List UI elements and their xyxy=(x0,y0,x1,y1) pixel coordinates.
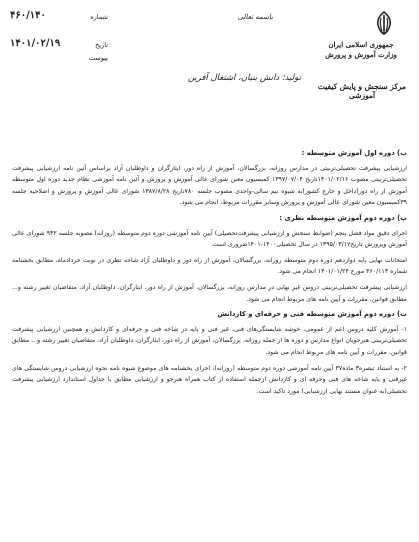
attachment-label: پیوست xyxy=(89,54,108,62)
section-heading: ب) دوره اول آموزش متوسطه : xyxy=(301,149,407,157)
number-label: شماره xyxy=(90,13,108,21)
organization-name xyxy=(315,40,407,60)
section-heading: پ) دوره دوم آموزش متوسطه نظری : xyxy=(279,213,407,222)
iran-emblem-icon xyxy=(371,10,397,36)
paragraph: امتحانات نهایی پایه دوازدهم دوره دوم متوسطه روزانه، بزرگسالان، آموزش از راه دور و داوطلبان آزاد شاخه نظری در نوبت خردادماه، مطابق بخشنامه شماره ۴۶۰/۱۱۳ مورخ ۱۴۰۱/۰۱/۲۴ انجام می شود. xyxy=(12,256,407,276)
section-t xyxy=(12,309,407,397)
letter-attachment xyxy=(8,54,112,66)
letter-body xyxy=(12,145,407,401)
paragraph: ۲- به استناد تبصره۳ ماده۳۷ آیین نامه آموزشی دوره دوم متوسطه (روزانه)، اجرای بخشنامه های موضوع شیوه نامه نحوه ارزشیابی دروس شایستگی های غیرفنی و پایه شاخه های فنی وحرفه ای و کاردانش ازجمله استفاده از کتاب همراه هنرجو و ارزشیابی مطابق با جداول استاندارد ارزشیابی پیشرفت تحصیلی(به عنوان مستند نهایی ارزشیابی) مورد تاکید است. xyxy=(12,364,407,395)
date-label: تاریخ xyxy=(95,41,108,49)
org-line-2: وزارت آموزش و پرورش xyxy=(325,50,397,59)
paragraph: ارزشیابی پیشرفت تحصیلی‌تربیتی دروس غیر نهایی در مدارس روزانه، بزرگسالان، آموزش از راه دور، ایثارگران، داوطلبان آزاد، متقاضیان تغییر رشته و... مطابق قوانین، مقررات و آیین نامه های مربوط انجام می شود. xyxy=(12,283,407,303)
letter-date xyxy=(8,38,112,52)
paragraph: اجرای دقیق مواد فصل پنجم (ضوابط سنجش و ارزشیابی پیشرفت‌تحصیلی) آیین نامه آموزشی دوره دوم متوسطه (روزانه) مصوبه جلسه ۹۳۲ شورای عالی آموزش وپرورش تاریخ۱۳۹۵/۰۳/۱۷ در سال تحصیلی۱۴۰۰-۱۴۰۱ضروری است. xyxy=(12,229,407,249)
paragraph: ۱- آموزش کلیه دروس اعم از عمومی، خوشه شایستگی‌های فنی، غیر فنی و پایه در شاخه فنی و حرفه‌ای و کاردانش و همچنین ارزشیابی پیشرفت تحصیلی‌تربیتی هنرجویان انواع مدارس و دوره ها از جمله روزانه، بزرگسالان، آموزش از راه دور، ایثارگران، داوطلبان آزاد، متقاضیان تغییر رشته و... مطابق قوانین، مقررات و آیین نامه های مربوط انجام می شود. xyxy=(12,325,407,356)
number-value: ۴۶۰/۱۴۰ xyxy=(10,10,46,21)
section-b xyxy=(12,148,407,209)
letter-number xyxy=(8,10,112,24)
center-title: مرکز سنجش و پایش کیفیت آموزشی xyxy=(317,82,407,100)
section-heading: ت) دوره دوم آموزش متوسطه فنی و حرفه‌ای و کاردانش xyxy=(217,310,407,319)
paragraph: ارزشیابی پیشرفت تحصیلی‌تربیتی در مدارس روزانه، بزرگسالان، آموزش از راه دور، ایثارگران و داوطلبان آزاد براساس آئین نامه ارزشیابی پیشرفت تحصیلی‌تربیتی مصوب ۱۴۰۱/۰۲/۱۶تاریخ ۱۳۹۷/۰۷/۰۴ کمیسیون معین شورای عالی آموزش و پرورش و آئین نامه آموزشی نظام جدید دوره اول متوسطه آموزش از راه دور(داخل و خارج کشور)به شیوه نیم سالی-واحدی مصوب جلسه ۷۸۰تاریخ ۱۳۸۷/۸/۲۸ شورای عالی آموزش و پرورش و اصلاحیه جلسه ۳۹کمیسیون معین شورای عالی آموزش و پرورش وسایر مقررات مربوط، انجام می شود. xyxy=(12,164,407,207)
section-p xyxy=(12,213,407,305)
motto: تولید؛ دانش بنیان، اشتغال آفرین xyxy=(187,73,301,83)
date-value: ۱۴۰۱/۰۲/۱۹ xyxy=(10,38,61,49)
bismillah: باسمه تعالی xyxy=(237,13,273,21)
org-line-1: جمهوری اسلامی ایران xyxy=(328,40,394,49)
